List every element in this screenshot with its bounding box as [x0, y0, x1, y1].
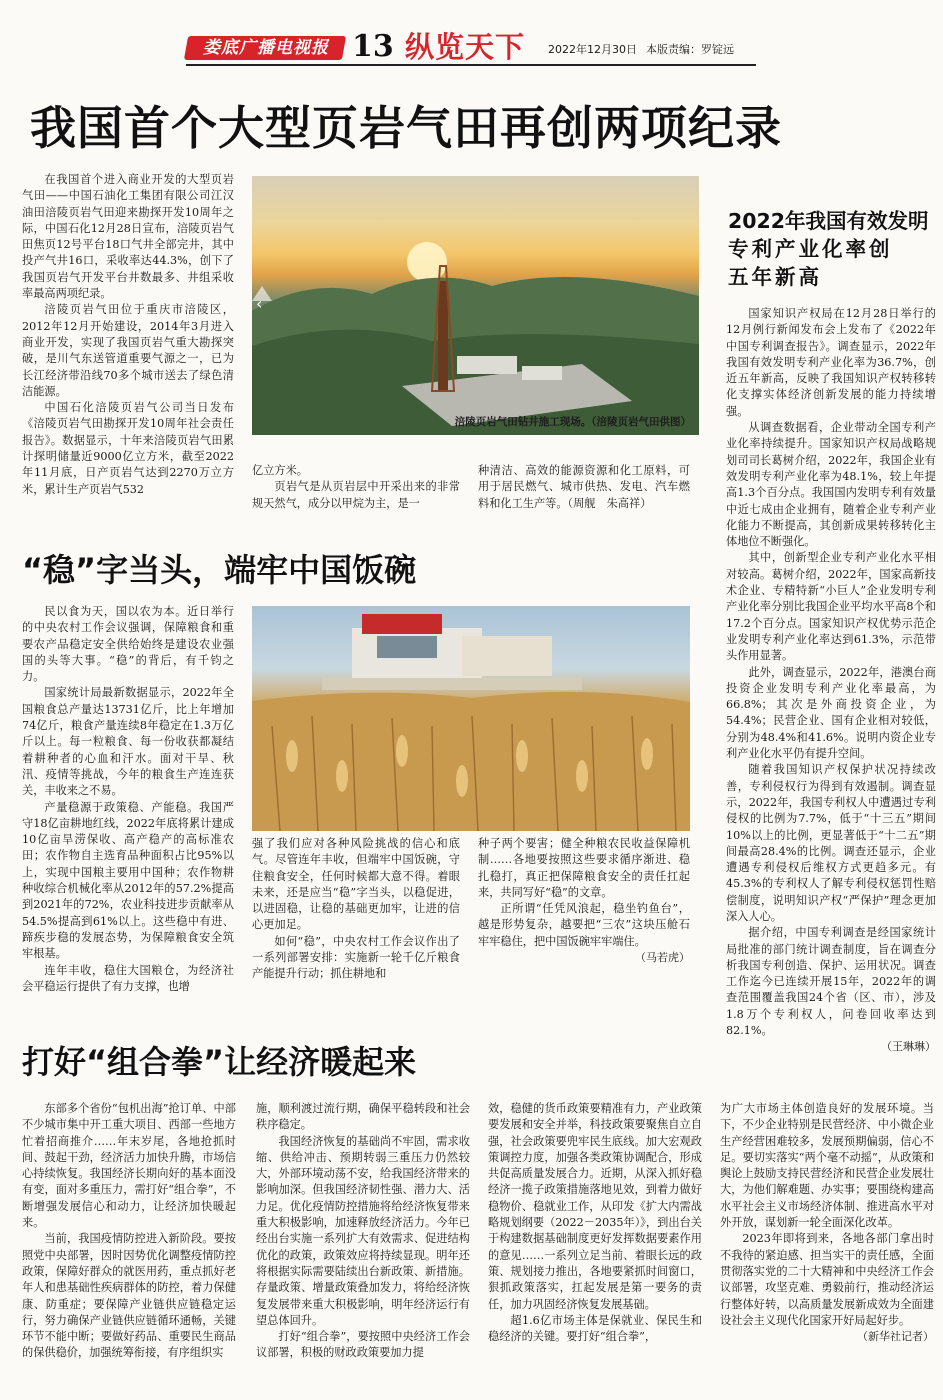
masthead	[0, 0, 943, 74]
paragraph: 当前，我国疫情防控进入新阶段。要按照党中央部署，因时因势优化调整疫情防控政策，保障好群众的就医用药，重点抓好老年人和患基础性疾病群体的防控，着力保健康、防重症；要保障产业链供应链稳定运行，努力确保产业链供应链循环通畅，关键环节不能中断；要做好药品、重要民生商品的保供稳价，加强统筹衔接，有序组织实	[22, 1232, 236, 1360]
byline: （王琳琳）	[881, 1040, 936, 1054]
article-1-col-2	[252, 463, 460, 523]
paragraph: 我国经济恢复的基础尚不牢固，需求收缩、供给冲击、预期转弱三重压力仍然较大，外部环境动荡不安，给我国经济带来的影响加深。但我国经济韧性强、潜力大、活力足。优化疫情防控措施将给经济恢复带来重大积极影响，加速释放经济活力。今年已经出台实施一系列扩大有效需求、促进结构优化的政策，政策效应将持续显现。明年还将根据实际需要陆续出台新政策、新措施。存量政策、增量政策叠加发力，将给经济恢复发展带来重大积极影响，明年经济运行有望总体回升。	[256, 1134, 470, 1327]
gas-field-caption: 涪陵页岩气田钻井施工现场。（涪陵页岩气田供图）	[454, 416, 691, 428]
paragraph: 为广大市场主体创造良好的发展环境。当下，不少企业特别是民营经济、中小微企业生产经营困难较多，发展预期偏弱，信心不足。要切实落实“两个毫不动摇”，从政策和舆论上鼓励支持民营经济和民营企业发展壮大，为他们解难题、办实事；要围绕构建高水平社会主义市场经济体制、推进高水平对外开放，谋划新一轮全面深化改革。	[720, 1102, 934, 1230]
paragraph: 施，顺利渡过流行期，确保平稳转段和社会秩序稳定。	[256, 1102, 470, 1132]
gas-field-illustration	[252, 176, 699, 435]
paragraph: 国家知识产权局在12月28日举行的12月例行新闻发布会上发布了《2022年中国专利调查报告》。调查显示，2022年我国有效发明专利产业化率为36.7%，创近五年新高，反映了我国知识产权转移转化支撑实体经济创新发展的能力持续增强。	[726, 307, 936, 418]
article-1-headline: 我国首个大型页岩气田再创两项纪录	[30, 101, 782, 155]
article-4-headline: 打好“组合拳”让经济暖起来	[22, 1043, 417, 1081]
paragraph: 连年丰收，稳住大国粮仓，为经济社会平稳运行提供了有力支撑，也增	[22, 963, 234, 993]
paragraph: 民以食为天，国以农为本。近日举行的中央农村工作会议强调，保障粮食和重要农产品稳定安全供给始终是建设农业强国的头等大事。“稳”的背后，有千钧之力。	[22, 605, 234, 684]
article-3-headline	[728, 207, 934, 291]
paragraph: 打好“组合拳”，要按照中央经济工作会议部署，积极的财政政策要加力提	[256, 1330, 470, 1360]
paragraph: 国家统计局最新数据显示，2022年全国粮食总产量达13731亿斤，比上年增加74亿斤，粮食产量连续8年稳定在1.3万亿斤以上。每一粒粮食、每一份收获都凝结着耕种者的心血和汗水。面对干旱、秋汛、疫情等挑战，今年的粮食生产连连获关，丰收来之不易。	[22, 686, 234, 798]
paragraph: 正所谓“任凭风浪起，稳坐钓鱼台”，越是形势复杂，越要把“三农”这块压舱石牢牢稳住，把中国饭碗牢牢端住。	[478, 902, 690, 948]
article-4-col-1	[22, 1101, 236, 1393]
page-number: 13	[352, 29, 394, 64]
paragraph: 涪陵页岩气田位于重庆市涪陵区，2012年12月开始建设，2014年3月进入商业开发，实现了我国页岩气重大勘探突破，是川气东送管道重要气源之一，已为长江经济带沿线70多个城市送去了绿色清洁能源。	[22, 303, 234, 398]
paragraph: 2023年即将到来，各地各部门拿出时不我待的紧迫感、担当实干的责任感，全面贯彻落实党的二十大精神和中央经济工作会议部署，攻坚克难、勇毅前行，推动经济运行整体好转，以高质量发展新成效为全面建设社会主义现代化国家开好局起好步。	[720, 1232, 934, 1327]
section-title: 纵览天下	[405, 30, 526, 64]
paragraph: 中国石化涪陵页岩气公司当日发布《涪陵页岩气田勘探开发10周年社会责任报告》。数据显示，十年来涪陵页岩气田累计探明储量近9000亿立方米，截至2022年11月底，日产页岩气达到2270万立方米，累计生产页岩气532	[22, 401, 234, 496]
article-2-col-3	[478, 836, 690, 1020]
gas-field-photo	[252, 176, 699, 435]
article-1-col-1	[22, 172, 234, 522]
byline: （新华社记者）	[857, 1330, 934, 1344]
paragraph: 效，稳健的货币政策要精准有力，产业政策要发展和安全并举，科技政策要聚焦自立自强，社会政策要兜牢民生底线。加大宏观政策调控力度，加强各类政策协调配合，形成共促高质量发展合力。近期，从深入抓好稳经济一揽子政策措施落地见效，到着力做好稳物价、稳就业工作，从印发《扩大内需战略规划纲要（2022－2035年）》，到出台关于构建数据基础制度更好发挥数据要素作用的意见……一系列立足当前、着眼长远的政策、规划接力推出，各地要紧抓时间窗口，狠抓政策落实，扛起发展是第一要务的责任，加力巩固经济恢复发展基础。	[488, 1102, 702, 1311]
paragraph: 其中，创新型企业专利产业化水平相对较高。葛树介绍，2022年，国家高新技术企业、专精特新“小巨人”企业发明专利产业化率分别比我国企业平均水平高8个和17.2个百分点。国家知识产权优势示范企业发明专利产业化率达到61.3%，示范带头作用显著。	[726, 551, 936, 663]
headline-line: 专利产业化率创	[728, 237, 893, 261]
paragraph: 东部多个省份“包机出海”抢订单、中部不少城市集中开工重大项目、西部一些地方忙着招商推介……年末岁尾，各地抢抓时间、鼓起干劲，经济活力加快升腾，市场信心持续恢复。我国经济长期向好的基本面没有变，面对多重压力，需打好“组合拳”，不断增强发展信心和动力，让经济加快暖起来。	[22, 1102, 236, 1230]
paragraph: 种子两个要害；健全种粮农民收益保障机制……各地要按照这些要求循序渐进、稳扎稳打，真正把保障粮食安全的责任扛起来，共同写好“稳”的文章。	[478, 837, 690, 899]
article-2-col-1	[22, 604, 234, 1016]
headline-line: 2022年我国有效发明	[728, 209, 929, 233]
article-2-headline: “稳”字当头，端牢中国饭碗	[22, 551, 417, 589]
article-1-col-3	[478, 463, 690, 523]
paragraph: 种清洁、高效的能源资源和化工原料，可用于居民燃气、城市供热、发电、汽车燃料和化工生产等。（周舰 朱高祥）	[478, 464, 690, 510]
brand-name: 娄底广播电视报	[203, 38, 329, 58]
combine-harvester-illustration	[252, 606, 690, 831]
page-editor: 本版责编：罗锭远	[646, 43, 734, 56]
paragraph: 随着我国知识产权保护状况持续改善，专利侵权行为得到有效遏制。调查显示，2022年，我国专利权人中遭遇过专利侵权的比例为7.7%，低于“十三五”期间10%以上的比例，更显著低于“十二五”期间最高28.4%的比例。调查还显示，企业遭遇专利侵权后维权方式更趋多元。有45.3%的专利权人了解专利侵权惩罚性赔偿制度，说明知识产权“严保护”理念更加深入人心。	[726, 763, 936, 923]
paragraph: 超1.6亿市场主体是保就业、保民生和稳经济的关键。要打好“组合拳”，	[488, 1313, 702, 1344]
paragraph: 强了我们应对各种风险挑战的信心和底气。尽管连年丰收，但端牢中国饭碗，守住粮食安全，任何时候都大意不得。着眼未来，还是应当“稳”字当头，以稳促进，以进固稳，让稳的基础更加牢，让进的信心更加足。	[252, 837, 460, 932]
paragraph: 在我国首个进入商业开发的大型页岩气田——中国石油化工集团有限公司江汉油田涪陵页岩气田迎来勘探开发10周年之际，中国石化12月28日宣布，涪陵页岩气田焦页12号平台18口气井全部完井，其中投产气井16口，采收率达44.3%，创下了我国页岩气开发平台井数最多、井组采收率最高两项纪录。	[22, 173, 234, 301]
article-4-col-3	[488, 1101, 702, 1393]
headline-line: 五年新高	[728, 265, 822, 289]
paragraph: 产量稳源于政策稳、产能稳。我国严守18亿亩耕地红线，2022年底将累计建成10亿亩旱涝保收、高产稳产的高标准农田；农作物自主选育品种面积占比95%以上，实现中国粮主要用中国种；农作物耕种收综合机械化率从2012年的57.2%提高到2021年的72%，农业科技进步贡献率从54.5%提高到61%以上。这些稳中有进、蹄疾步稳的发展态势，为保障粮食安全筑牢根基。	[22, 800, 234, 961]
issue-date: 2022年12月30日	[548, 43, 637, 56]
byline: （马若虎）	[635, 951, 690, 965]
paragraph: 从调查数据看，企业带动全国专利产业化率持续提升。国家知识产权局战略规划司司长葛树介绍，2022年，我国企业有效发明专利产业化率为48.1%，较上年提高1.3个百分点。我国国内发明专利有效量中近七成由企业拥有，随着企业专利产业化能力不断提高，其创新成果转移转化主体地位不断强化。	[726, 421, 936, 549]
article-4-col-2	[256, 1101, 470, 1393]
paragraph: 亿立方米。	[252, 464, 308, 477]
paragraph: 页岩气是从页岩层中开采出来的非常规天然气，成分以甲烷为主，是一	[252, 480, 460, 510]
paragraph: 此外，调查显示，2022年，港澳台商投资企业发明专利产业化率最高，为66.8%；其次是外商投资企业，为54.4%；民营企业、国有企业相对较低，分别为48.4%和41.6%。说明内资企业专利产业化水平仍有提升空间。	[726, 665, 936, 761]
article-3-body	[726, 306, 936, 1066]
wheat-harvest-photo	[252, 606, 690, 831]
masthead-rule	[186, 64, 756, 66]
photo-prev-arrow[interactable]: ‹	[256, 294, 263, 313]
article-4-col-4	[720, 1101, 934, 1393]
paragraph: 如何“稳”，中央农村工作会议作出了一系列部署安排：实施新一轮千亿斤粮食产能提升行动；抓住耕地和	[252, 934, 460, 981]
article-2-col-2	[252, 836, 460, 1020]
paragraph: 据介绍，中国专利调查是经国家统计局批准的部门统计调查制度，旨在调查分析我国专利创造、保护、运用状况。调查工作迄今已连续开展15年，2022年的调查范围覆盖我国24个省（区、市），涉及1.8万个专利权人，问卷回收率达到82.1%。	[726, 926, 936, 1038]
